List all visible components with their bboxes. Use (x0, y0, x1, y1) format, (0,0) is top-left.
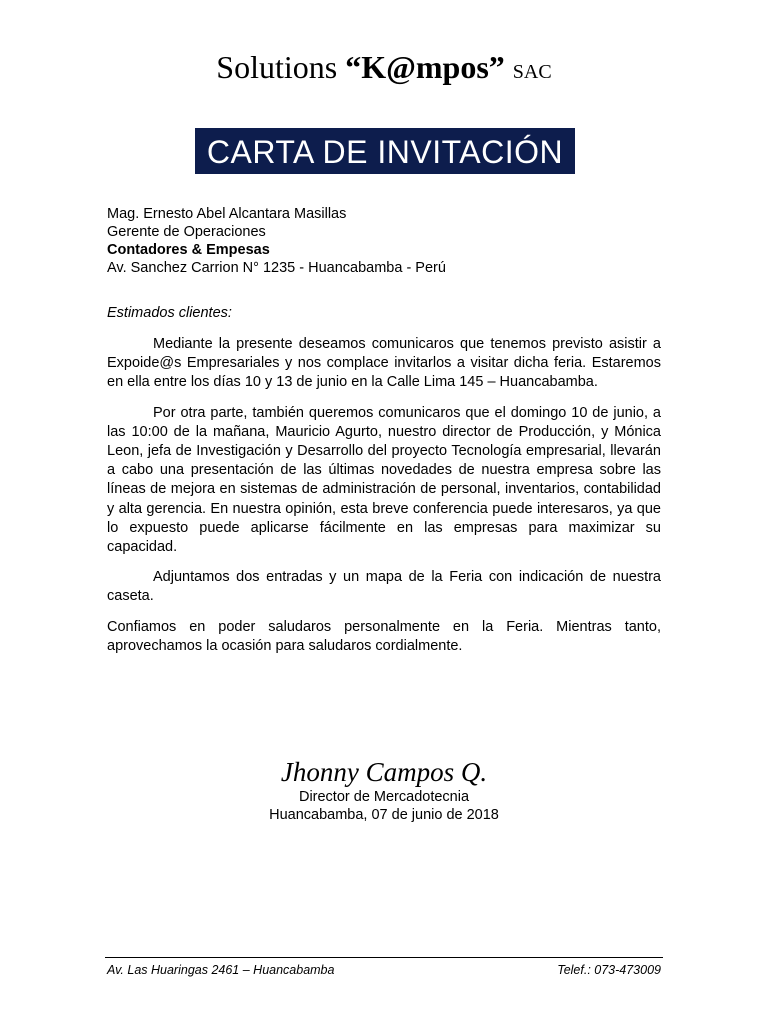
body-paragraph-3: Adjuntamos dos entradas y un mapa de la Feria con indicación de nuestra caseta. (107, 569, 661, 605)
recipient-name: Mag. Ernesto Abel Alcantara Masillas (107, 206, 347, 222)
place-date: Huancabamba, 07 de junio de 2018 (269, 807, 499, 823)
company-brand: “K@mpos” (345, 49, 505, 85)
signer-name: Jhonny Campos Q. (280, 757, 488, 787)
recipient-block (107, 205, 667, 277)
footer-phone: Telef.: 073-473009 (557, 963, 661, 977)
company-name (0, 46, 768, 93)
footer-address: Av. Las Huaringas 2461 – Huancabamba (107, 963, 335, 977)
body-paragraph-2: Por otra parte, también queremos comunicaros que el domingo 10 de junio, a las 10:00 de la mañana, Mauricio Agurto, nuestro director de Producción, y Mónica Leon, jefa de Investigación y Desarrollo del proyecto Tecnología empresarial, llevarán a cabo una presentación de las últimas novedades de nuestra empresa sobre las líneas de mejora en sistemas de administración de personal, inventarios, contabilidad y alta gerencia. En nuestra opinión, esta breve conferencia puede interesaros, ya que lo expuesto puede aplicarse fácilmente en las empresas para maximizar su capacidad. (107, 404, 661, 556)
salutation: Estimados clientes: (107, 305, 232, 321)
company-suffix: SAC (512, 61, 552, 83)
recipient-position: Gerente de Operaciones (107, 224, 266, 240)
body-paragraph-4: Confiamos en poder saludaros personalmente en la Feria. Mientras tanto, aprovechamos la ocasión para saludaros cordialmente. (107, 618, 661, 654)
letter-body (107, 335, 661, 667)
company-prefix: Solutions (216, 49, 338, 85)
document-title: CARTA DE INVITACIÓN (195, 128, 575, 174)
footer-divider (105, 957, 663, 958)
signature-block (0, 756, 768, 824)
recipient-company: Contadores & Empesas (107, 242, 270, 258)
recipient-address: Av. Sanchez Carrion N° 1235 - Huancabamba - Perú (107, 260, 446, 276)
signer-title: Director de Mercadotecnia (298, 789, 470, 805)
body-paragraph-1: Mediante la presente deseamos comunicaros que tenemos previsto asistir a Expoide@s Empresariales y nos complace invitarlos a visitar dicha feria. Estaremos en ella entre los días 10 y 13 de junio en la Calle Lima 145 – Huancabamba. (107, 336, 661, 391)
